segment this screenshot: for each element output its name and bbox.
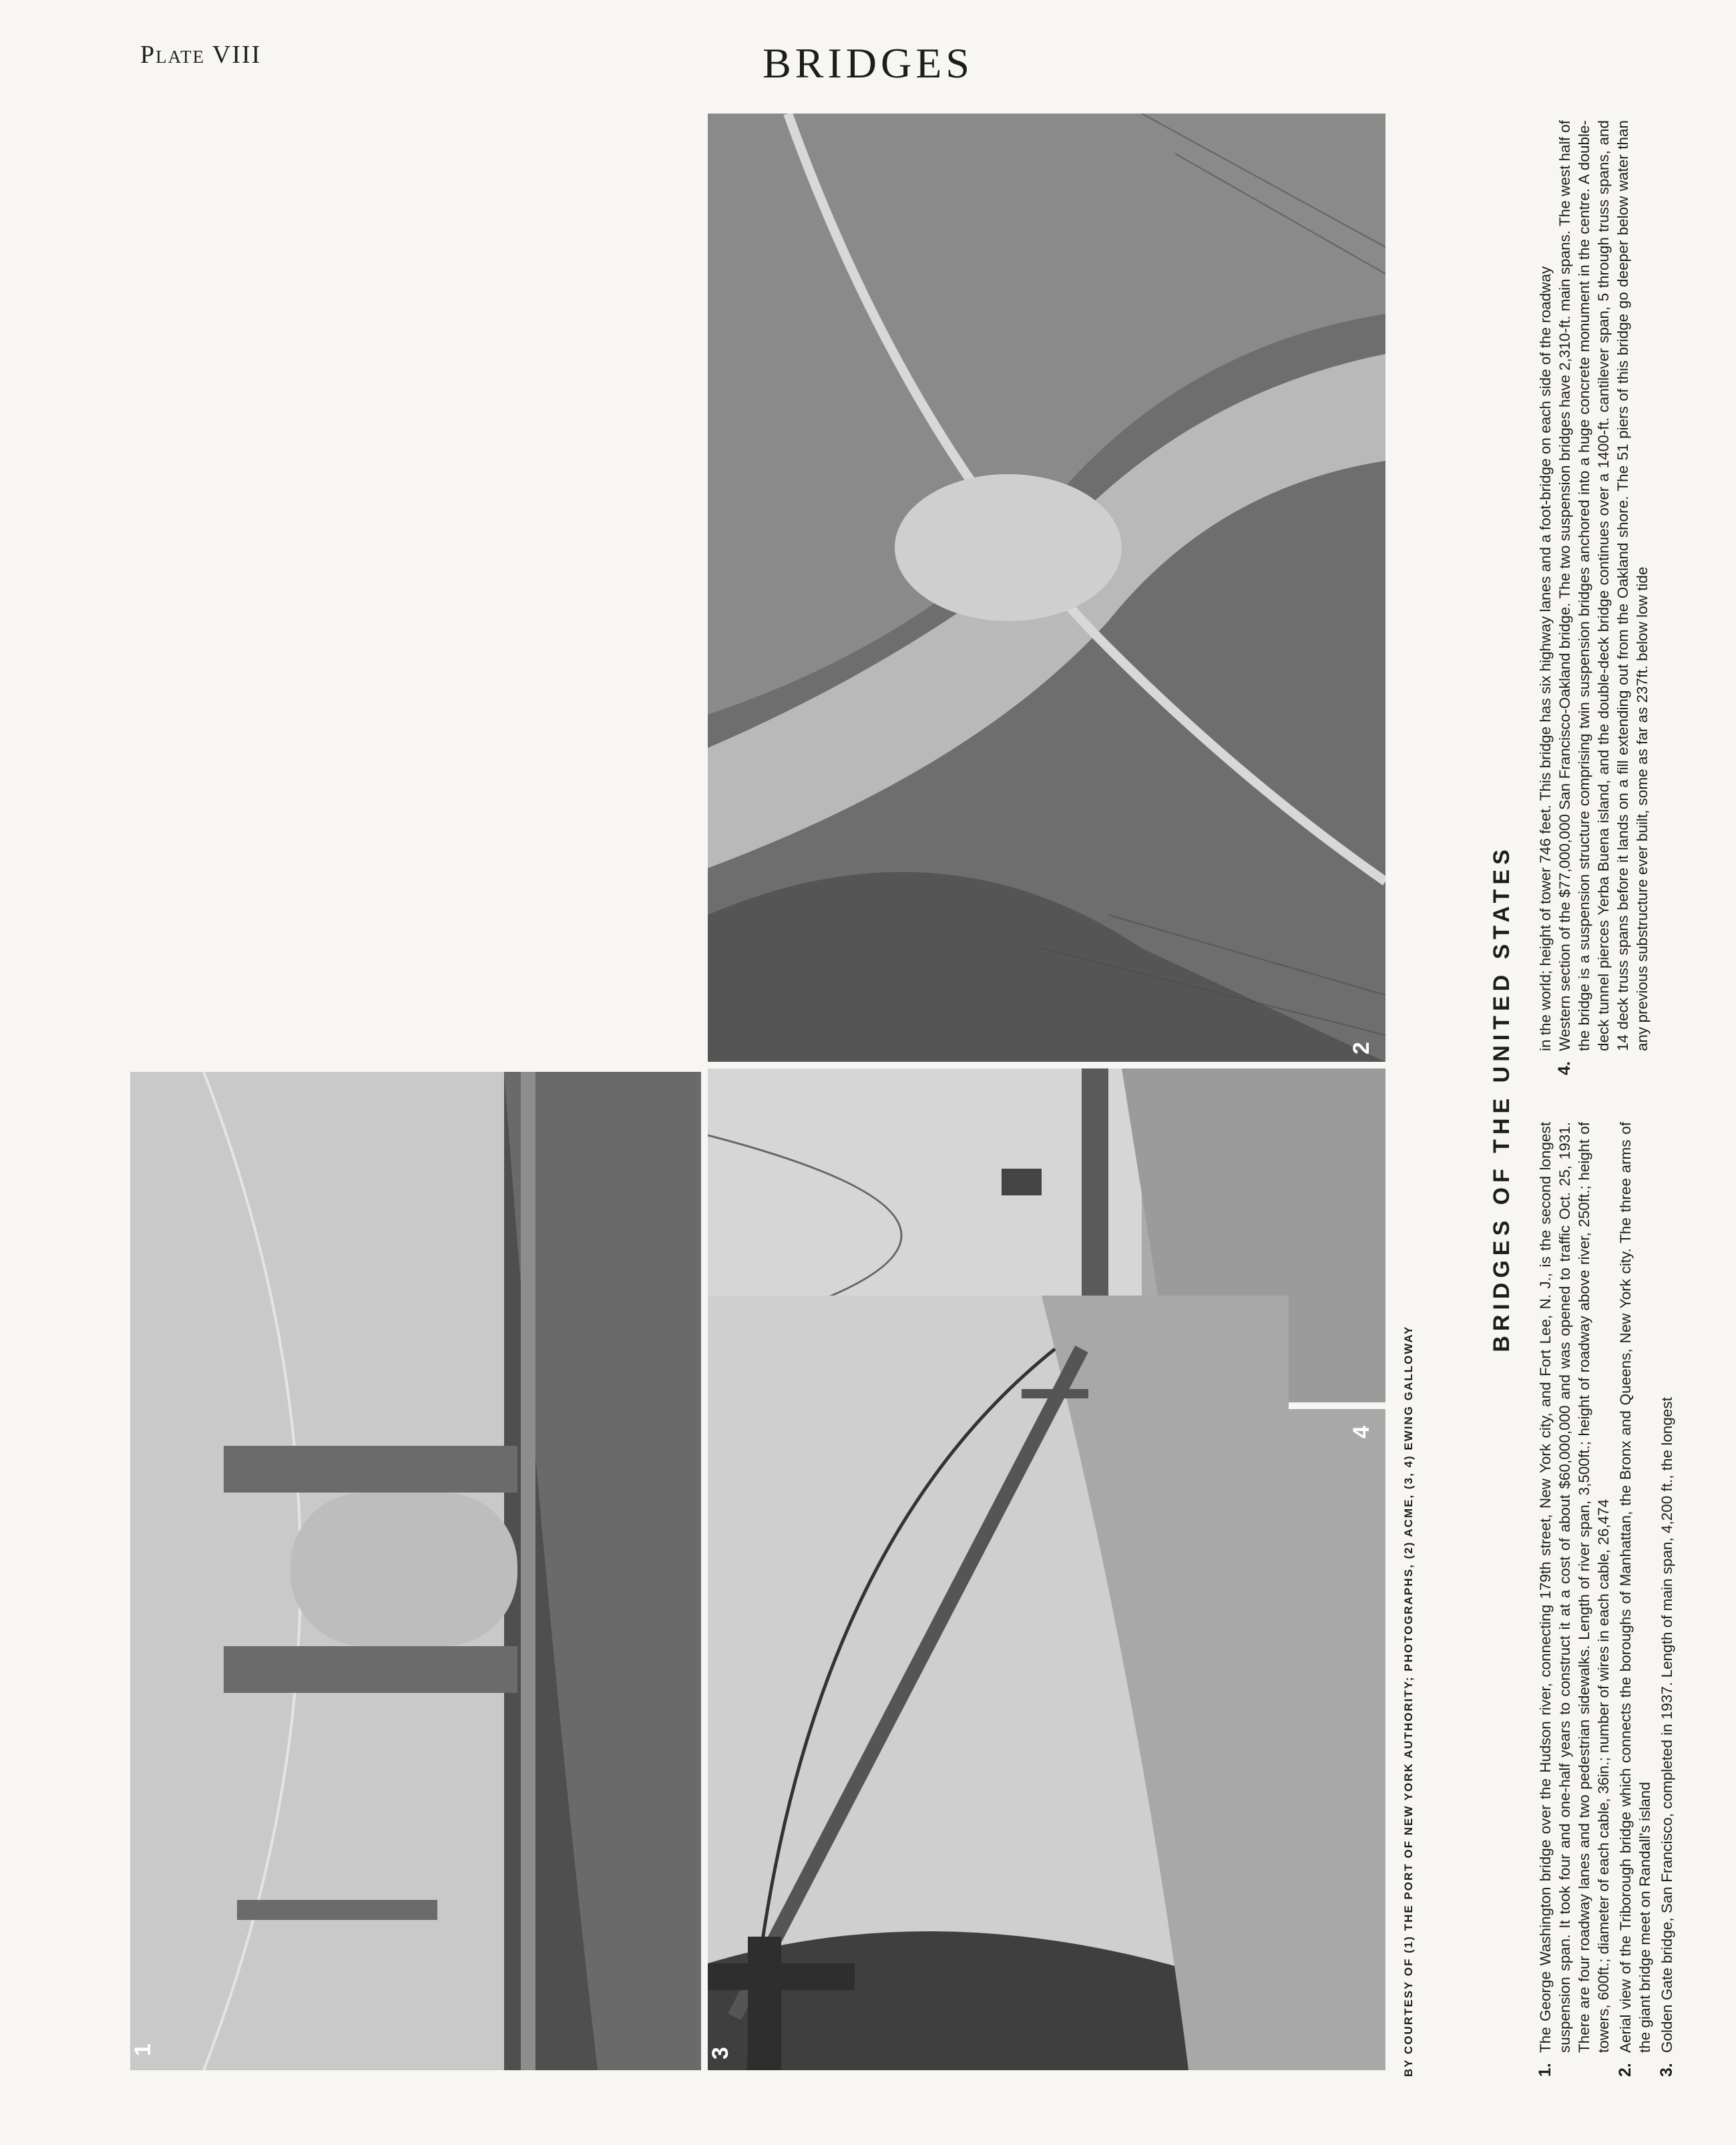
photo-number-4: 4 [1348, 1426, 1374, 1438]
caption-text: Aerial view of the Triborough bridge which connects the boroughs of Manhattan, the Bronx and Queens, New York city. The three arms of the giant bridge meet on Randall's island [1617, 1122, 1653, 2053]
golden-gate-image [708, 1296, 1289, 2070]
caption-block [1402, 120, 1736, 2077]
page-title: BRIDGES [763, 39, 973, 87]
caption-number: 1. [1536, 2063, 1554, 2077]
caption-number: 3. [1657, 2063, 1676, 2077]
aerial-city-image [708, 114, 1385, 1062]
caption-text: Western section of the $77,000,000 San Francisco-Oakland bridge. The two suspension bridges have 2,310-ft. main spans. The west half of the bridge is a suspension structure comprising twin suspension bridges anchored into a huge concrete monument in the centre. A double-deck tunnel pierces Yerba Buena island, and the double-deck bridge continues over a 1400-ft. cantilever span, 5 through truss spans, and 14 deck truss spans before it lands on a fill extending out from the Oakland shore. The 51 piers of this bridge go deeper below water than any previous substructure ever built, some as far as 237ft. below low tide [1556, 120, 1651, 1051]
photo-triborough-aerial [708, 114, 1385, 1062]
caption-columns [1536, 120, 1679, 2077]
photo-number-1: 1 [130, 2043, 156, 2056]
caption-item [1536, 1122, 1613, 2077]
caption-number: 4. [1555, 1061, 1574, 1075]
photo-number-2: 2 [1348, 1042, 1374, 1054]
caption-text: The George Washington bridge over the Hudson river, connecting 179th street, New York city, and Fort Lee, N. J., is the second longest suspension span. It took four and one-half years to construct it at a cost of about $60,000,000 and was opened to traffic Oct. 25, 1931. There are four roadway lanes and two pedestrian sidewalks. Length of river span, 3,500ft.; height of roadway above river, 250ft.; height of towers, 600ft.; diameter of each cable, 36in.; number of wires in each cable, 26,474 [1537, 1122, 1612, 2053]
caption-continuation: in the world; height of tower 746 feet. This bridge has six highway lanes and a foot-bridge on each side of the roadway [1537, 266, 1554, 1051]
caption-item [1616, 1122, 1655, 2077]
photo-number-3: 3 [707, 2047, 733, 2060]
caption-column-right [1536, 120, 1679, 1075]
golden-gate-view [708, 1296, 1289, 2070]
photo-credit: BY COURTESY OF (1) THE PORT OF NEW YORK AUTHORITY; PHOTOGRAPHS, (2) ACME, (3, 4) EWING GALLOWAY [1402, 1325, 1415, 2077]
plate-label: Plate VIII [140, 41, 262, 69]
photo-george-washington-bridge [130, 1072, 701, 2070]
caption-item [1555, 120, 1652, 1075]
caption-heading: BRIDGES OF THE UNITED STATES [1489, 845, 1514, 1352]
gw-bridge-image [130, 1072, 701, 2070]
caption-item [1657, 1122, 1677, 2077]
caption-number: 2. [1616, 2063, 1635, 2077]
caption-column-left [1536, 1122, 1679, 2077]
caption-text: Golden Gate bridge, San Francisco, completed in 1937. Length of main span, 4,200 ft., the longest [1659, 1397, 1675, 2053]
